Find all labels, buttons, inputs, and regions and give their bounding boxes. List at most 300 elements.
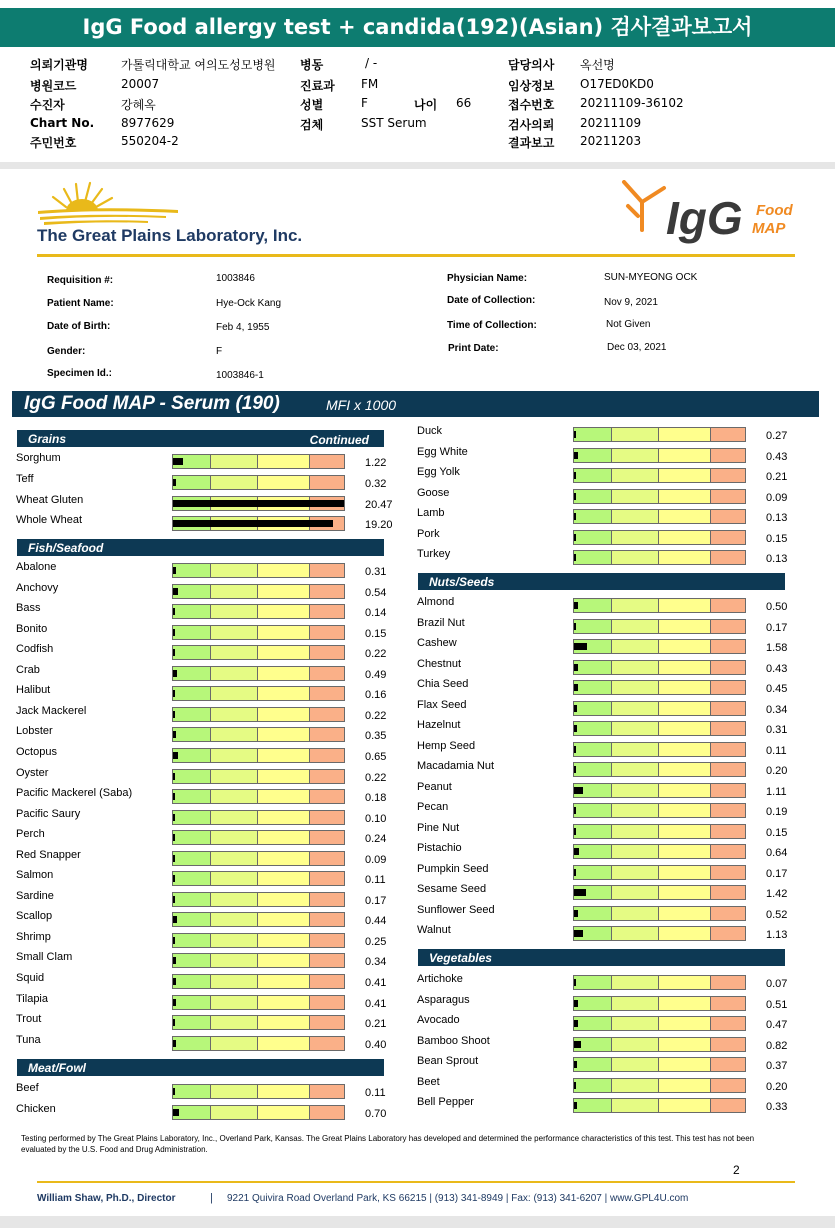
result-bar-fill [173,793,175,800]
bar-zone-1 [173,585,211,598]
result-bar-fill [574,1061,577,1068]
bar-zone-2 [612,531,659,544]
gold-divider [37,254,795,257]
bar-zone-2 [612,1058,659,1071]
food-value: 1.42 [766,888,788,900]
result-bar-fill [574,848,579,855]
food-name: Pork [417,528,440,540]
bar-zone-2 [211,708,258,721]
food-value: 0.18 [365,792,387,804]
bar-zone-2 [211,626,258,639]
bar-zone-3 [659,784,711,797]
result-bar [573,803,746,818]
bar-zone-2 [211,872,258,885]
food-value: 1.11 [766,786,787,798]
bar-zone-3 [659,763,711,776]
result-bar-fill [173,731,176,738]
result-bar-fill [173,649,175,656]
result-bar-fill [574,1020,578,1027]
header-label-request-date: 검사의뢰 [508,118,555,132]
bar-zone-4 [711,1038,745,1051]
label-physician: Physician Name: [447,273,528,284]
bar-zone-4 [310,831,344,844]
value-collection-time: Not Given [606,319,651,330]
food-value: 0.22 [365,710,387,722]
bar-zone-2 [612,845,659,858]
bar-zone-3 [659,976,711,989]
food-value: 0.43 [766,663,788,675]
result-bar-fill [574,807,576,814]
bar-zone-4 [310,975,344,988]
bar-zone-1 [173,667,211,680]
header-label-chart-no: Chart No. [30,116,95,130]
bar-zone-1 [574,469,612,482]
bar-zone-2 [211,996,258,1009]
value-patient-name: Hye-Ock Kang [216,298,282,309]
bar-zone-4 [711,599,745,612]
result-bar [573,550,746,565]
bar-zone-3 [659,681,711,694]
bar-zone-3 [659,927,711,940]
result-bar [172,727,345,742]
food-value: 0.09 [365,854,387,866]
label-gender: Gender: [47,346,86,357]
bar-zone-2 [612,1017,659,1030]
food-value: 0.49 [365,669,387,681]
bar-zone-3 [659,599,711,612]
food-value: 0.65 [365,751,387,763]
food-value: 0.15 [365,628,387,640]
result-bar-fill [574,684,578,691]
food-value: 0.13 [766,553,788,565]
bar-zone-1 [574,845,612,858]
bar-zone-3 [258,708,310,721]
result-bar-fill [574,534,576,541]
bar-zone-2 [211,934,258,947]
food-value: 1.58 [766,642,788,654]
bar-zone-4 [310,790,344,803]
food-name: Teff [16,473,34,485]
bar-zone-1 [574,907,612,920]
food-name: Wheat Gluten [16,494,84,506]
bar-zone-3 [659,1099,711,1112]
header-value-patient: 강혜옥 [121,98,156,112]
result-bar [172,454,345,469]
report-title: IgG Food allergy test + candida(192)(Asian) 검사결과보고서 [0,8,835,47]
header-value-department: FM [361,77,379,91]
bar-zone-2 [211,831,258,844]
food-value: 0.32 [365,478,387,490]
igg-logo-map: MAP [752,220,786,237]
food-value: 0.31 [766,724,788,736]
bar-zone-4 [310,687,344,700]
result-bar-fill [173,1019,175,1026]
food-value: 0.34 [365,956,387,968]
category-header-fish [17,539,384,556]
bar-zone-1 [574,1079,612,1092]
bar-zone-1 [574,681,612,694]
header-value-report-date: 20211203 [580,134,642,148]
header-label-hospital-code: 병원코드 [30,79,77,93]
bar-zone-2 [211,913,258,926]
result-bar [573,448,746,463]
food-value: 0.35 [365,730,387,742]
result-bar-fill [173,1088,175,1095]
result-bar-fill [173,937,175,944]
bar-zone-2 [211,749,258,762]
bar-zone-1 [173,1085,211,1098]
food-value: 0.11 [365,1087,386,1099]
food-value: 0.10 [365,813,387,825]
result-bar-fill [574,889,586,896]
bar-zone-3 [659,1038,711,1051]
result-bar-fill [574,493,576,500]
food-name: Shrimp [16,931,51,943]
bar-zone-4 [711,743,745,756]
bar-zone-1 [574,428,612,441]
bar-zone-2 [211,770,258,783]
result-bar-fill [173,608,175,615]
bar-zone-2 [211,728,258,741]
food-name: Pumpkin Seed [417,863,489,875]
result-bar-fill [173,1109,179,1116]
igg-logo-food: Food [756,202,793,219]
food-name: Asparagus [417,994,470,1006]
bar-zone-3 [659,490,711,503]
sun-logo-icon [36,180,181,226]
bar-zone-2 [612,743,659,756]
bar-zone-4 [310,564,344,577]
bar-zone-4 [711,784,745,797]
result-bar [172,563,345,578]
bar-zone-4 [310,1016,344,1029]
food-value: 0.34 [766,704,788,716]
header-label-ward: 병동 [300,58,324,72]
bar-zone-1 [173,564,211,577]
result-bar-fill [173,500,344,507]
bar-zone-3 [659,997,711,1010]
result-bar-fill [173,458,183,465]
bar-zone-1 [574,1058,612,1071]
bar-zone-2 [612,825,659,838]
food-value: 0.15 [766,827,788,839]
header-label-doctor: 담당의사 [508,58,555,72]
footer-separator: | [210,1192,213,1204]
label-collection-date: Date of Collection: [447,295,536,306]
bar-zone-2 [612,661,659,674]
bar-zone-3 [258,934,310,947]
bar-zone-3 [659,1017,711,1030]
food-name: Pecan [417,801,449,813]
category-label-grains: Grains [28,432,67,446]
bar-zone-2 [612,1038,659,1051]
bar-zone-1 [574,599,612,612]
bar-zone-2 [211,975,258,988]
food-value: 1.13 [766,929,788,941]
food-value: 0.20 [766,1081,788,1093]
result-bar [172,789,345,804]
food-value: 0.21 [766,471,788,483]
bar-zone-3 [659,640,711,653]
bar-zone-4 [310,667,344,680]
bar-zone-4 [711,510,745,523]
bar-zone-4 [711,1017,745,1030]
bar-zone-1 [173,646,211,659]
bar-zone-1 [574,1099,612,1112]
result-bar [172,1036,345,1051]
value-physician: SUN-MYEONG OCK [604,272,698,283]
food-value: 0.41 [365,998,387,1010]
bar-zone-3 [258,790,310,803]
page-bottom-divider [0,1216,835,1228]
result-bar [573,865,746,880]
food-value: 0.07 [766,978,788,990]
bar-zone-2 [612,997,659,1010]
bar-zone-2 [211,811,258,824]
igg-food-map-logo-icon [620,180,800,246]
bar-zone-4 [310,585,344,598]
bar-zone-3 [659,845,711,858]
header-label-specimen: 검체 [300,118,324,132]
bar-zone-1 [173,476,211,489]
result-bar [172,625,345,640]
bar-zone-1 [574,702,612,715]
bar-zone-3 [258,1106,310,1119]
section-title: IgG Food MAP - Serum (190) [24,393,280,414]
header-value-resident-no: 550204-2 [121,134,179,148]
category-label-vegetables: Vegetables [429,951,492,965]
bar-zone-3 [258,893,310,906]
bar-zone-1 [173,872,211,885]
food-name: Hemp Seed [417,740,476,752]
bar-zone-3 [659,661,711,674]
food-name: Lamb [417,507,445,519]
lab-name: The Great Plains Laboratory, Inc. [37,226,303,245]
food-name: Hazelnut [417,719,461,731]
result-bar-fill [173,520,333,527]
food-value: 0.09 [766,492,788,504]
result-bar [573,926,746,941]
food-name: Trout [16,1013,42,1025]
food-value: 0.20 [766,765,788,777]
bar-zone-3 [258,872,310,885]
food-name: Almond [417,596,455,608]
bar-zone-3 [659,551,711,564]
result-bar-fill [574,930,583,937]
result-bar-fill [173,978,176,985]
bar-zone-1 [574,620,612,633]
result-bar [172,830,345,845]
food-value: 0.50 [766,601,788,613]
food-name: Small Clam [16,951,73,963]
bar-zone-1 [574,997,612,1010]
bar-zone-2 [211,667,258,680]
header-label-resident-no: 주민번호 [30,136,77,150]
food-value: 0.17 [766,868,788,880]
bar-zone-2 [612,599,659,612]
result-bar [573,783,746,798]
bar-zone-3 [258,1085,310,1098]
value-print-date: Dec 03, 2021 [607,342,667,353]
result-bar [172,666,345,681]
bar-zone-2 [612,976,659,989]
result-bar [573,1016,746,1031]
bar-zone-4 [711,976,745,989]
result-bar [172,995,345,1010]
result-bar [172,516,345,531]
bar-zone-4 [310,913,344,926]
food-value: 0.52 [766,909,788,921]
bar-zone-4 [711,1099,745,1112]
food-value: 19.20 [365,519,393,531]
result-bar [573,762,746,777]
bar-zone-1 [173,687,211,700]
result-bar [172,496,345,511]
result-bar [573,680,746,695]
bar-zone-2 [612,886,659,899]
food-value: 0.51 [766,999,788,1011]
bar-zone-1 [574,743,612,756]
food-name: Halibut [16,684,51,696]
food-name: Lobster [16,725,53,737]
food-value: 0.17 [365,895,387,907]
food-name: Sunflower Seed [417,904,495,916]
food-name: Oyster [16,767,49,779]
bar-zone-3 [258,605,310,618]
bar-zone-2 [211,605,258,618]
bar-zone-3 [258,646,310,659]
bar-zone-4 [711,531,745,544]
header-value-institution: 가톨릭대학교 여의도성모병원 [121,58,276,72]
bar-zone-1 [173,708,211,721]
bar-zone-4 [310,749,344,762]
bar-zone-1 [173,749,211,762]
bar-zone-3 [659,510,711,523]
bar-zone-4 [711,722,745,735]
food-name: Sesame Seed [417,883,487,895]
food-name: Salmon [16,869,54,881]
bar-zone-3 [659,449,711,462]
bar-zone-3 [258,749,310,762]
category-header-grains [17,430,384,447]
bar-zone-4 [310,996,344,1009]
result-bar-fill [574,1082,576,1089]
value-gender: F [216,346,223,357]
food-value: 0.54 [365,587,387,599]
result-bar [573,906,746,921]
bar-zone-4 [711,640,745,653]
header-value-age: 66 [456,96,472,110]
bar-zone-3 [258,667,310,680]
bar-zone-2 [612,722,659,735]
bar-zone-4 [711,661,745,674]
bar-zone-4 [711,490,745,503]
result-bar-fill [574,1000,578,1007]
bar-zone-2 [612,784,659,797]
bar-zone-2 [612,804,659,817]
category-label-meat: Meat/Fowl [28,1061,87,1075]
result-bar-fill [574,787,583,794]
food-name: Whole Wheat [16,514,83,526]
bar-zone-3 [659,743,711,756]
food-value: 0.24 [365,833,387,845]
bar-zone-4 [310,770,344,783]
header-label-report-date: 결과보고 [508,136,555,150]
food-name: Pacific Saury [16,808,81,820]
bar-zone-2 [612,620,659,633]
igg-logo-text: IgG [666,192,743,244]
food-name: Cashew [417,637,457,649]
header-label-patient: 수진자 [30,98,65,112]
bar-zone-2 [211,1016,258,1029]
result-bar [573,530,746,545]
food-value: 0.31 [365,566,387,578]
result-bar [573,427,746,442]
bar-zone-1 [574,490,612,503]
bar-zone-1 [574,763,612,776]
result-bar-fill [574,602,578,609]
value-requisition: 1003846 [216,273,255,284]
result-bar-fill [173,916,177,923]
bar-zone-3 [258,996,310,1009]
food-value: 0.16 [365,689,387,701]
result-bar-fill [574,664,578,671]
food-name: Egg Yolk [417,466,460,478]
result-bar-fill [173,711,175,718]
food-name: Peanut [417,781,452,793]
result-bar [172,810,345,825]
result-bar [172,871,345,886]
bar-zone-3 [258,585,310,598]
bar-zone-2 [612,428,659,441]
bar-zone-2 [211,893,258,906]
result-bar-fill [173,1040,176,1047]
bar-zone-2 [612,510,659,523]
food-value: 0.21 [365,1018,387,1030]
bar-zone-4 [711,1079,745,1092]
header-label-clinical-info: 임상정보 [508,79,555,93]
food-name: Squid [16,972,45,984]
label-patient-name: Patient Name: [47,298,114,309]
food-value: 0.22 [365,648,387,660]
result-bar-fill [173,999,176,1006]
bar-zone-2 [211,687,258,700]
section-banner [12,391,819,417]
result-bar-fill [574,979,576,986]
food-value: 0.15 [766,533,788,545]
result-bar [573,844,746,859]
result-bar [172,645,345,660]
food-value: 0.47 [766,1019,788,1031]
food-name: Pistachio [417,842,462,854]
food-value: 0.82 [766,1040,788,1052]
label-specimen-id: Specimen Id.: [47,368,113,379]
continued-label: Continued [309,433,369,447]
food-name: Chia Seed [417,678,469,690]
bar-zone-1 [574,661,612,674]
result-bar-fill [173,588,178,595]
bar-zone-2 [612,1079,659,1092]
bar-zone-4 [310,852,344,865]
result-bar-fill [173,896,175,903]
bar-zone-4 [310,646,344,659]
category-header-nuts [418,573,785,590]
bar-zone-2 [612,927,659,940]
food-name: Egg White [417,446,468,458]
page-number: 2 [733,1163,740,1177]
result-bar-fill [173,834,175,841]
food-value: 0.41 [365,977,387,989]
